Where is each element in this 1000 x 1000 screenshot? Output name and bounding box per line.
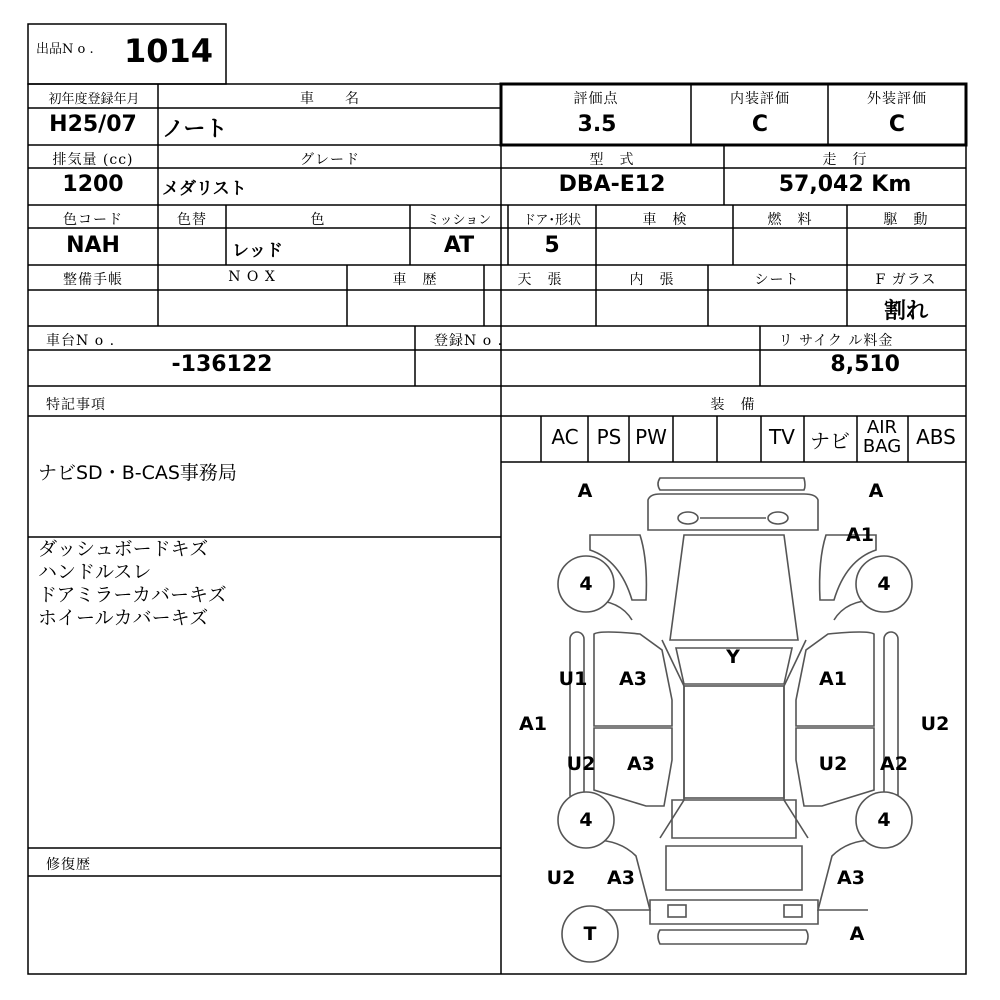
special-notes-label: 特記事項 xyxy=(46,397,106,413)
registration-number-label: 登録N o . xyxy=(434,333,504,349)
color-value: レッド xyxy=(232,241,283,261)
displacement-label: 排気量 (cc) xyxy=(52,152,134,168)
score-value: 3.5 xyxy=(577,112,617,137)
front-glass-label: F ガラス xyxy=(875,272,937,288)
mark-a1-left-sill: A1 xyxy=(519,713,547,735)
equipment-pw: PW xyxy=(635,425,667,449)
displacement-value: 1200 xyxy=(62,172,124,197)
model-label: 型 式 xyxy=(589,152,635,168)
door-label: ドア･形状 xyxy=(522,213,582,228)
equipment-airbag: AIR BAG xyxy=(862,417,902,457)
equipment-tv: TV xyxy=(769,425,795,449)
note-item: ハンドルスレ xyxy=(38,561,152,583)
mark-a3-left-quarter: A3 xyxy=(607,867,635,889)
mark-a3-left-front: A3 xyxy=(619,668,647,690)
special-note-line: ナビSD・B-CAS事務局 xyxy=(38,462,237,484)
chassis-number-label: 車台N o . xyxy=(46,333,116,349)
equipment-label: 装 備 xyxy=(710,397,756,413)
mark-front-right: A xyxy=(868,480,884,502)
recycle-fee-value: 8,510 xyxy=(830,352,900,377)
mark-u2-left-rear: U2 xyxy=(566,753,596,775)
repair-history-label: 修復歴 xyxy=(46,857,91,873)
vehicle-history-label: 車 歴 xyxy=(392,272,438,288)
grade-value: メダリスト xyxy=(162,179,247,199)
recycle-fee-label: リ サイク ル料金 xyxy=(778,333,894,349)
equipment-navi: ナビ xyxy=(810,429,850,453)
car-name-label: 車 名 xyxy=(300,91,360,107)
notes-list xyxy=(38,538,227,630)
mission-label: ミッション xyxy=(426,213,492,228)
mark-a3-right-quarter: A3 xyxy=(837,867,865,889)
exterior-grade-label: 外装評価 xyxy=(867,91,927,107)
color-code-value: NAH xyxy=(66,233,120,258)
lot-number: 1014 xyxy=(124,32,214,70)
equipment-abs: ABS xyxy=(916,425,956,449)
mark-wheel-rl: 4 xyxy=(579,809,593,831)
mission-value: AT xyxy=(443,233,475,258)
registration-label: 初年度登録年月 xyxy=(48,92,140,107)
front-glass-value: 割れ xyxy=(883,299,929,324)
note-item: ドアミラーカバーキズ xyxy=(38,584,227,606)
color-code-label: 色コード xyxy=(63,212,123,228)
grade-label: グレード xyxy=(300,152,360,168)
chassis-number-value: -136122 xyxy=(171,352,273,377)
note-item: ホイールカバーキズ xyxy=(38,607,209,629)
mark-u2-right-sill: U2 xyxy=(920,713,950,735)
seat-label: シート xyxy=(754,272,800,288)
lot-label: 出品N o . xyxy=(36,42,94,57)
score-label: 評価点 xyxy=(573,91,619,107)
mileage-label: 走 行 xyxy=(822,152,868,168)
mileage-value: 57,042 Km xyxy=(778,172,912,197)
interior-grade-value: C xyxy=(751,112,769,137)
registration-value: H25/07 xyxy=(49,112,137,137)
repaint-label: 色替 xyxy=(177,212,207,228)
mark-a3-left-rear: A3 xyxy=(627,753,655,775)
exterior-grade-value: C xyxy=(888,112,906,137)
color-label: 色 xyxy=(310,212,326,228)
interior-trim-label: 内 張 xyxy=(629,272,675,288)
inspection-label: 車 検 xyxy=(642,212,688,228)
interior-grade-label: 内装評価 xyxy=(730,91,790,107)
model-value: DBA-E12 xyxy=(558,172,666,197)
equipment-ps: PS xyxy=(596,425,622,449)
equipment-ac: AC xyxy=(551,425,579,449)
mark-rear-bumper: A xyxy=(849,923,865,945)
mark-u1: U1 xyxy=(558,668,588,690)
mark-wheel-rr: 4 xyxy=(877,809,891,831)
mark-a1-fender: A1 xyxy=(846,524,874,546)
mark-wheel-fr: 4 xyxy=(877,573,891,595)
mark-front-left: A xyxy=(577,480,593,502)
rear-bumper xyxy=(650,900,818,924)
note-item: ダッシュボードキズ xyxy=(38,538,209,560)
mark-spare-tire: T xyxy=(583,923,597,945)
mark-a1-right-front: A1 xyxy=(819,668,847,690)
nox-label: N O X xyxy=(228,269,276,285)
fuel-label: 燃 料 xyxy=(767,212,813,228)
mark-u2-right-rear: U2 xyxy=(818,753,848,775)
headliner-label: 天 張 xyxy=(517,272,563,288)
mark-a2-right-rear: A2 xyxy=(880,753,908,775)
hood xyxy=(670,535,798,640)
mark-u2-left-quarter: U2 xyxy=(546,867,576,889)
front-bumper xyxy=(658,478,805,490)
mark-y-windshield: Y xyxy=(726,646,740,668)
maintenance-book-label: 整備手帳 xyxy=(63,272,123,288)
drive-label: 駆 動 xyxy=(883,212,929,228)
door-value: 5 xyxy=(544,233,560,258)
mark-wheel-fl: 4 xyxy=(579,573,593,595)
car-name-value: ノート xyxy=(162,117,228,142)
